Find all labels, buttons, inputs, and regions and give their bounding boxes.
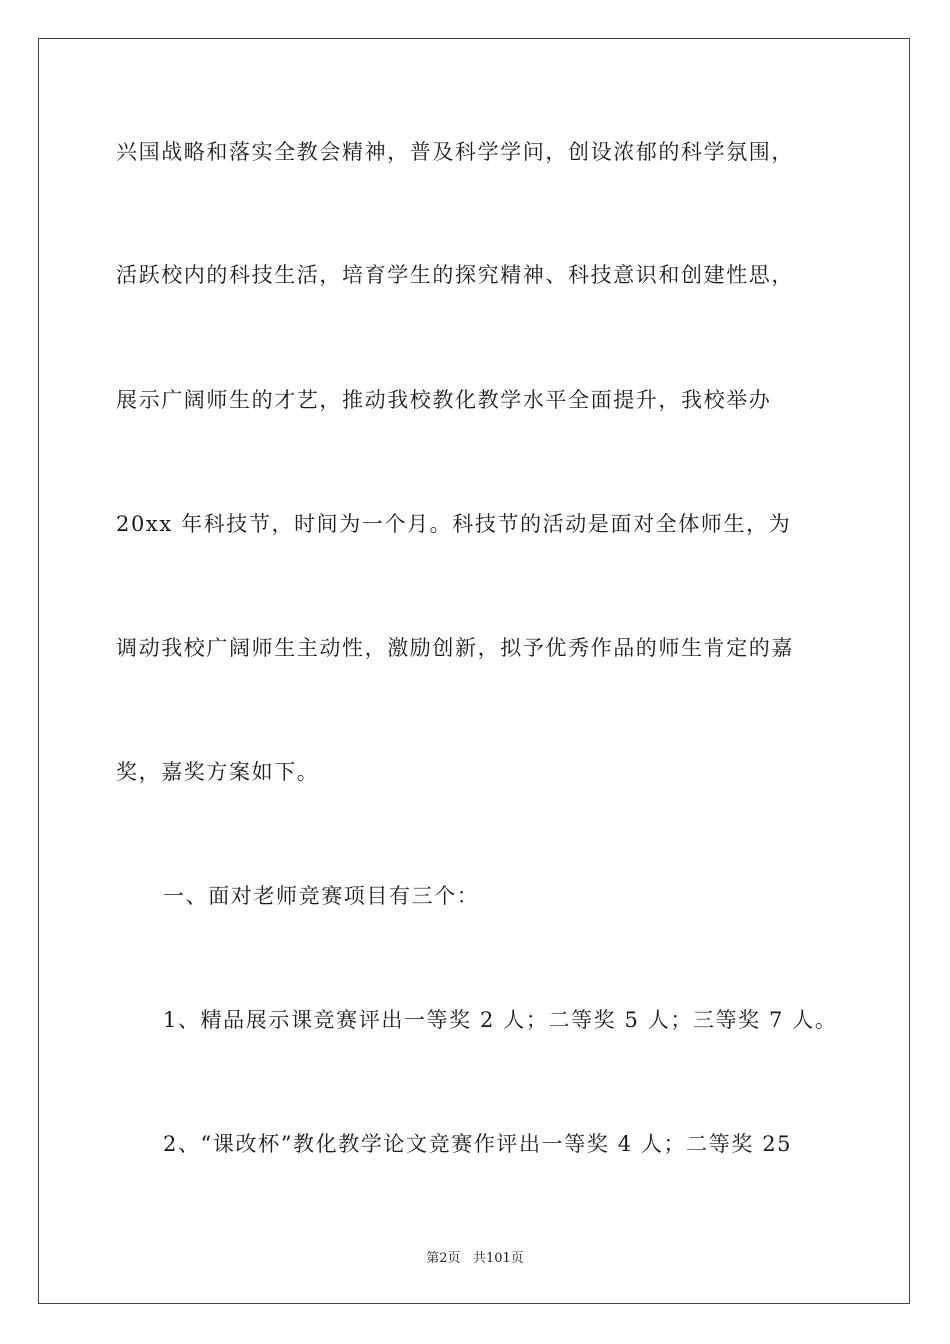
section-heading: 一、面对老师竞赛项目有三个： xyxy=(163,884,480,908)
page-number: 2 xyxy=(439,1251,448,1266)
page-footer xyxy=(0,1250,950,1268)
page-label-prefix: 第 xyxy=(426,1251,440,1266)
paragraph-line-1: 兴国战略和落实全教会精神，普及科学学问，创设浓郁的科学氛围， xyxy=(116,140,794,164)
paragraph-line-6: 奖，嘉奖方案如下。 xyxy=(116,760,320,784)
paragraph-line-4: 20xx 年科技节，时间为一个月。科技节的活动是面对全体师生，为 xyxy=(116,512,792,536)
total-pages: 101 xyxy=(485,1251,511,1266)
page-label-suffix: 页 xyxy=(447,1251,461,1266)
list-item-1: 1、精品展示课竞赛评出一等奖 2 人；二等奖 5 人；三等奖 7 人。 xyxy=(163,1008,838,1032)
page-border xyxy=(38,38,910,1304)
paragraph-line-2: 活跃校内的科技生活，培育学生的探究精神、科技意识和创建性思， xyxy=(116,263,794,287)
paragraph-line-3: 展示广阔师生的才艺，推动我校教化教学水平全面提升，我校举办 xyxy=(116,388,772,412)
list-item-2: 2、“课改杯”教化教学论文竞赛作评出一等奖 4 人；二等奖 25 xyxy=(163,1132,793,1156)
total-suffix: 页 xyxy=(510,1251,524,1266)
total-prefix: 共 xyxy=(472,1251,486,1266)
paragraph-line-5: 调动我校广阔师生主动性，激励创新，拟予优秀作品的师生肯定的嘉 xyxy=(116,636,794,660)
